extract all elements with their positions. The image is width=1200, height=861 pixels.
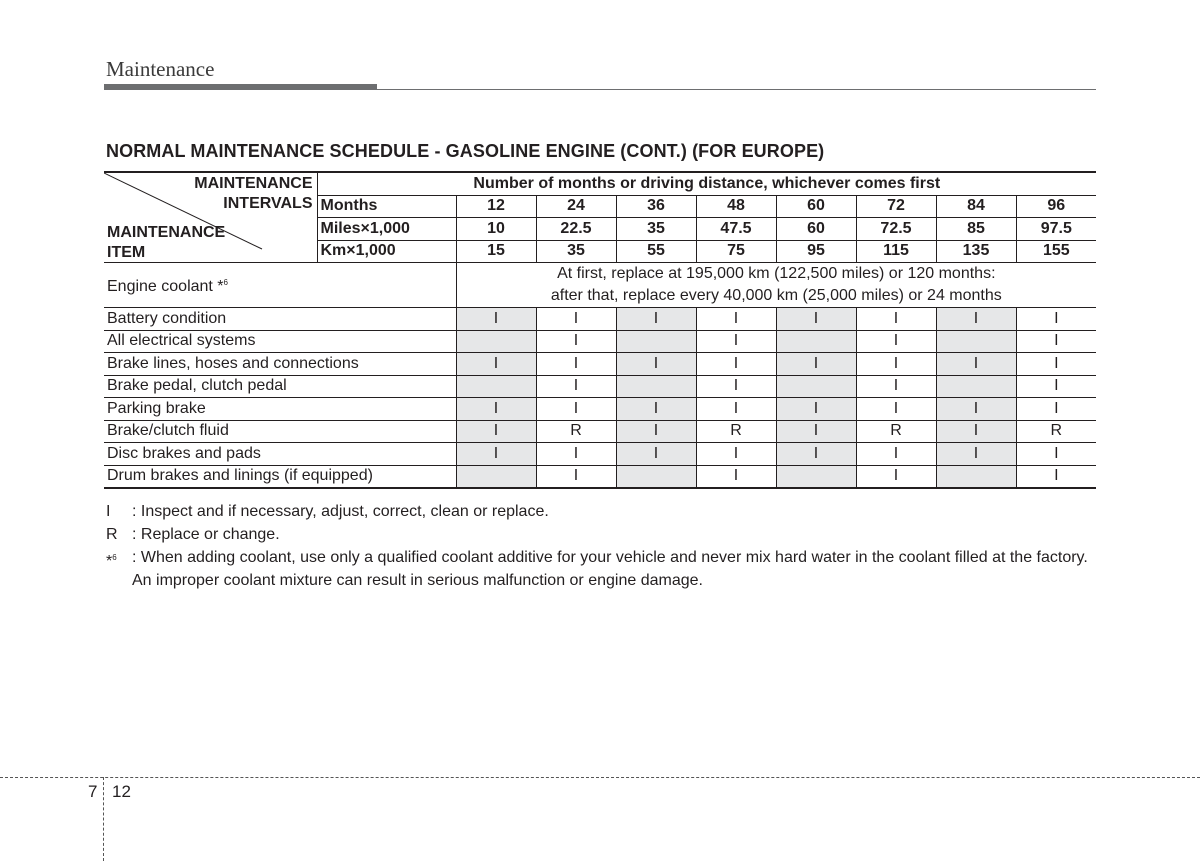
maintenance-item: Drum brakes and linings (if equipped) — [104, 465, 456, 488]
schedule-cell: I — [936, 308, 1016, 331]
schedule-cell: I — [936, 353, 1016, 376]
table-row — [104, 398, 1096, 421]
table-row — [104, 308, 1096, 331]
legend-notes — [106, 500, 1096, 592]
schedule-cell — [936, 465, 1016, 488]
km-value: 55 — [616, 240, 696, 263]
table-row-engine-coolant — [104, 263, 1096, 308]
miles-value: 10 — [456, 218, 536, 241]
maintenance-item: Disc brakes and pads — [104, 443, 456, 466]
miles-value: 47.5 — [696, 218, 776, 241]
table-row — [104, 420, 1096, 443]
schedule-cell: I — [536, 353, 616, 376]
schedule-cell: I — [696, 443, 776, 466]
schedule-cell: I — [616, 308, 696, 331]
schedule-cell: I — [776, 420, 856, 443]
schedule-cell: I — [696, 398, 776, 421]
schedule-cell — [776, 465, 856, 488]
legend-note-inspect — [106, 500, 1096, 523]
schedule-cell: I — [536, 465, 616, 488]
legend-key: I — [106, 503, 111, 520]
schedule-cell: I — [696, 375, 776, 398]
item-engine-coolant — [104, 263, 456, 308]
legend-key: R — [106, 526, 118, 543]
schedule-cell: I — [616, 443, 696, 466]
schedule-cell — [936, 330, 1016, 353]
miles-value: 35 — [616, 218, 696, 241]
schedule-cell: I — [1016, 465, 1096, 488]
maintenance-item: Battery condition — [104, 308, 456, 331]
months-value: 48 — [696, 195, 776, 218]
section-title: Maintenance — [106, 57, 215, 81]
schedule-cell: I — [856, 443, 936, 466]
table-title: NORMAL MAINTENANCE SCHEDULE - GASOLINE ENGINE (CONT.) (FOR EUROPE) — [106, 141, 825, 161]
schedule-cell: I — [536, 308, 616, 331]
legend-key — [106, 546, 117, 573]
schedule-cell: I — [616, 420, 696, 443]
schedule-cell: R — [696, 420, 776, 443]
legend-key-star: * — [106, 553, 113, 570]
schedule-cell: I — [456, 443, 536, 466]
legend-text: : Inspect and if necessary, adjust, correct, clean or replace. — [132, 503, 549, 520]
legend-text: : When adding coolant, use only a qualified coolant additive for your vehicle and never mix hard water in the coolant filled at the factory. An improper coolant mixture can result in serious malfunction or engine damage. — [132, 549, 1088, 589]
table-row — [104, 443, 1096, 466]
months-value: 72 — [856, 195, 936, 218]
months-value: 24 — [536, 195, 616, 218]
schedule-cell: I — [1016, 308, 1096, 331]
unit-km: Km×1,000 — [317, 240, 456, 263]
schedule-cell: I — [856, 330, 936, 353]
schedule-cell — [456, 375, 536, 398]
schedule-cell: I — [1016, 375, 1096, 398]
maintenance-item: Parking brake — [104, 398, 456, 421]
schedule-cell: I — [696, 308, 776, 331]
maintenance-item: All electrical systems — [104, 330, 456, 353]
schedule-cell: I — [456, 353, 536, 376]
schedule-cell: I — [856, 375, 936, 398]
miles-value: 97.5 — [1016, 218, 1096, 241]
footer-dashed-divider — [103, 777, 104, 861]
schedule-cell: I — [536, 443, 616, 466]
schedule-cell: I — [456, 308, 536, 331]
corner-top-line2: INTERVALS — [223, 195, 313, 212]
schedule-cell: I — [616, 398, 696, 421]
corner-header-cell — [104, 172, 317, 263]
months-value: 60 — [776, 195, 856, 218]
km-value: 75 — [696, 240, 776, 263]
schedule-cell: I — [776, 308, 856, 331]
header-rule-thin — [377, 89, 1096, 90]
schedule-cell: I — [776, 398, 856, 421]
schedule-cell: I — [696, 465, 776, 488]
schedule-cell: I — [776, 443, 856, 466]
corner-bottom-line2: ITEM — [107, 244, 146, 261]
schedule-cell: I — [456, 398, 536, 421]
maintenance-item: Brake/clutch fluid — [104, 420, 456, 443]
table-row — [104, 375, 1096, 398]
km-value: 135 — [936, 240, 1016, 263]
schedule-cell: I — [536, 330, 616, 353]
schedule-cell: I — [616, 353, 696, 376]
schedule-cell — [776, 375, 856, 398]
schedule-cell: I — [696, 330, 776, 353]
schedule-cell: I — [856, 353, 936, 376]
table-row — [104, 330, 1096, 353]
schedule-cell — [616, 330, 696, 353]
months-value: 84 — [936, 195, 1016, 218]
schedule-cell: I — [1016, 353, 1096, 376]
schedule-cell: I — [936, 398, 1016, 421]
miles-value: 85 — [936, 218, 1016, 241]
schedule-cell: I — [776, 353, 856, 376]
legend-text: : Replace or change. — [132, 526, 280, 543]
schedule-cell: I — [696, 353, 776, 376]
schedule-cell — [616, 465, 696, 488]
unit-months: Months — [317, 195, 456, 218]
header-row-span — [104, 172, 1096, 195]
item-label: Engine coolant * — [107, 278, 224, 295]
schedule-cell: R — [1016, 420, 1096, 443]
header-rule-thick — [104, 84, 377, 90]
schedule-cell: I — [1016, 330, 1096, 353]
km-value: 155 — [1016, 240, 1096, 263]
corner-top-line1: MAINTENANCE — [194, 175, 313, 192]
page-chapter-number: 7 — [88, 782, 98, 801]
footnote-marker: 6 — [112, 553, 117, 562]
schedule-cell: I — [936, 443, 1016, 466]
schedule-cell: I — [536, 375, 616, 398]
schedule-cell — [616, 375, 696, 398]
schedule-cell: R — [536, 420, 616, 443]
schedule-cell: I — [1016, 398, 1096, 421]
schedule-cell: I — [456, 420, 536, 443]
schedule-cell: I — [856, 465, 936, 488]
schedule-cell — [776, 330, 856, 353]
months-value: 12 — [456, 195, 536, 218]
interval-span-header: Number of months or driving distance, whichever comes first — [317, 172, 1096, 195]
months-value: 96 — [1016, 195, 1096, 218]
maintenance-item: Brake pedal, clutch pedal — [104, 375, 456, 398]
footer-dashed-line — [0, 777, 1200, 778]
km-value: 15 — [456, 240, 536, 263]
maintenance-schedule-table — [104, 171, 1096, 489]
schedule-cell: I — [856, 308, 936, 331]
miles-value: 60 — [776, 218, 856, 241]
coolant-instructions — [456, 263, 1096, 308]
schedule-cell: R — [856, 420, 936, 443]
corner-bottom-line1: MAINTENANCE — [107, 224, 226, 241]
coolant-line2: after that, replace every 40,000 km (25,000 miles) or 24 months — [550, 287, 1002, 304]
km-value: 35 — [536, 240, 616, 263]
miles-value: 22.5 — [536, 218, 616, 241]
legend-note-replace — [106, 523, 1096, 546]
months-value: 36 — [616, 195, 696, 218]
schedule-cell — [456, 330, 536, 353]
coolant-line1: At first, replace at 195,000 km (122,500 miles) or 120 months: — [557, 265, 996, 282]
footnote-marker: 6 — [223, 278, 228, 287]
schedule-cell: I — [1016, 443, 1096, 466]
unit-miles: Miles×1,000 — [317, 218, 456, 241]
miles-value: 72.5 — [856, 218, 936, 241]
table-row — [104, 465, 1096, 488]
schedule-cell: I — [936, 420, 1016, 443]
km-value: 95 — [776, 240, 856, 263]
schedule-cell — [456, 465, 536, 488]
table-row — [104, 353, 1096, 376]
schedule-cell: I — [856, 398, 936, 421]
legend-note-coolant — [106, 546, 1096, 592]
km-value: 115 — [856, 240, 936, 263]
maintenance-item: Brake lines, hoses and connections — [104, 353, 456, 376]
schedule-cell — [936, 375, 1016, 398]
page-number: 12 — [112, 782, 131, 801]
schedule-cell: I — [536, 398, 616, 421]
